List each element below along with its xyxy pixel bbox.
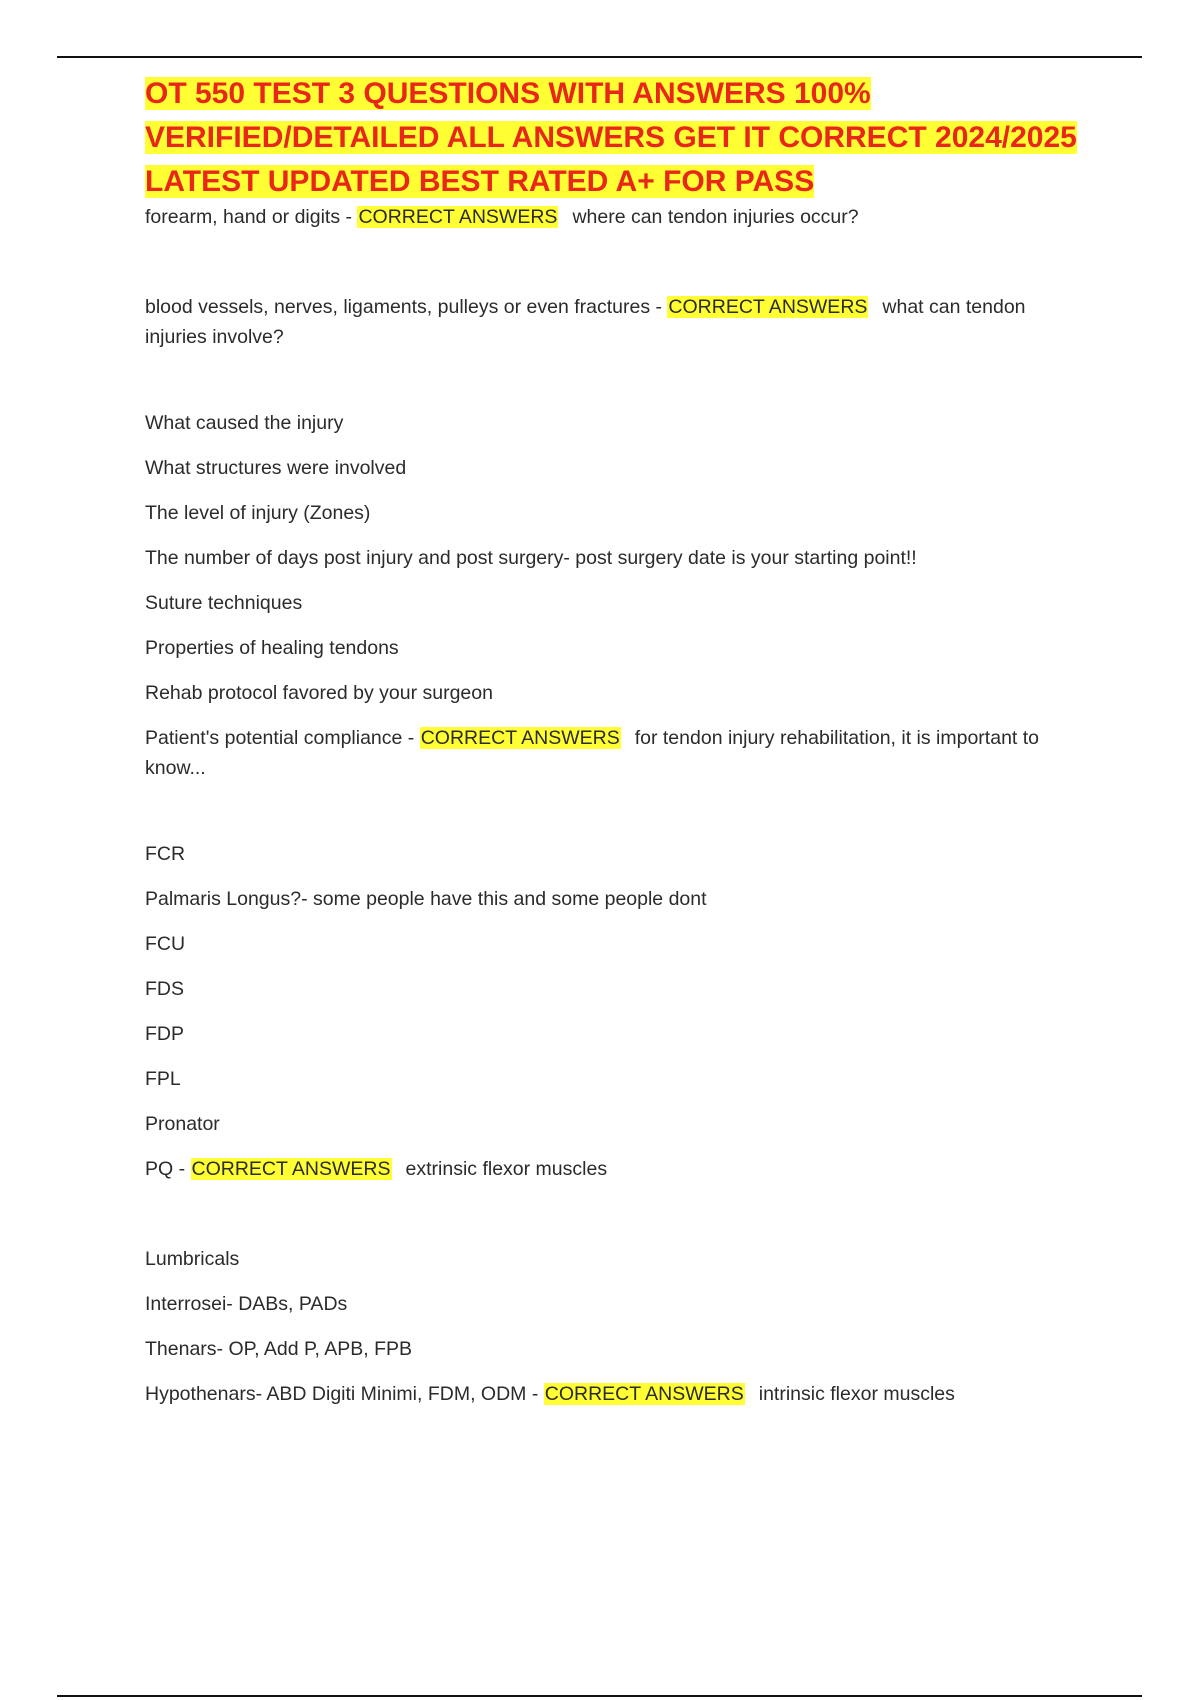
answer-line: FPL [145, 1068, 181, 1090]
answer-line: Rehab protocol favored by your surgeon [145, 682, 493, 704]
qa-final-line [145, 723, 1090, 783]
question-text: intrinsic flexor muscles [758, 1383, 955, 1405]
correct-answers-marker: CORRECT ANSWERS [420, 727, 620, 749]
answer-line: What caused the injury [145, 412, 344, 434]
qa-item-2 [145, 292, 1090, 352]
title-line-1: OT 550 TEST 3 QUESTIONS WITH ANSWERS 100% [145, 77, 871, 110]
qa-item-4 [145, 839, 1090, 1184]
answer-line: What structures were involved [145, 457, 407, 479]
correct-answers-marker: CORRECT ANSWERS [358, 206, 558, 228]
answer-line: The level of injury (Zones) [145, 502, 371, 524]
question-text: extrinsic flexor muscles [405, 1158, 608, 1180]
document-title [145, 72, 1090, 204]
correct-answers-marker: CORRECT ANSWERS [544, 1383, 744, 1405]
bottom-rule [57, 1695, 1142, 1697]
title-line-2: VERIFIED/DETAILED ALL ANSWERS GET IT CORRECT 2024/2025 [145, 121, 1077, 154]
top-rule [57, 56, 1142, 58]
answer-text: PQ - [145, 1158, 191, 1180]
correct-answers-marker: CORRECT ANSWERS [668, 296, 868, 318]
answer-text: blood vessels, nerves, ligaments, pulleys or even fractures - [145, 296, 668, 318]
answer-line: FCU [145, 933, 186, 955]
qa-item-3 [145, 408, 1090, 783]
answer-line: Properties of healing tendons [145, 637, 399, 659]
question-text: what can tendon injuries involve? [145, 296, 1026, 348]
question-text: where can tendon injuries occur? [572, 206, 859, 228]
answer-line: Suture techniques [145, 592, 303, 614]
answer-text: Hypothenars- ABD Digiti Minimi, FDM, ODM - [145, 1383, 544, 1405]
answer-line: Pronator [145, 1113, 220, 1135]
title-line-3: LATEST UPDATED BEST RATED A+ FOR PASS [145, 165, 815, 198]
qa-item-1 [145, 202, 1090, 232]
question-text: for tendon injury rehabilitation, it is important to know... [145, 727, 1040, 779]
answer-line: FCR [145, 843, 186, 865]
qa-item-5 [145, 1244, 1090, 1409]
answer-line: FDS [145, 978, 184, 1000]
qa-final-line [145, 1379, 1090, 1409]
answer-text: forearm, hand or digits - [145, 206, 358, 228]
answer-line: The number of days post injury and post surgery- post surgery date is your starting point!! [145, 547, 917, 569]
correct-answers-marker: CORRECT ANSWERS [191, 1158, 391, 1180]
answer-line: Lumbricals [145, 1248, 240, 1270]
answer-line: Palmaris Longus?- some people have this and some people dont [145, 888, 707, 910]
answer-line: Interrosei- DABs, PADs [145, 1293, 348, 1315]
answer-line: FDP [145, 1023, 184, 1045]
document-body [145, 72, 1090, 1409]
answer-line: Thenars- OP, Add P, APB, FPB [145, 1338, 413, 1360]
qa-final-line [145, 1154, 1090, 1184]
answer-text: Patient's potential compliance - [145, 727, 420, 749]
